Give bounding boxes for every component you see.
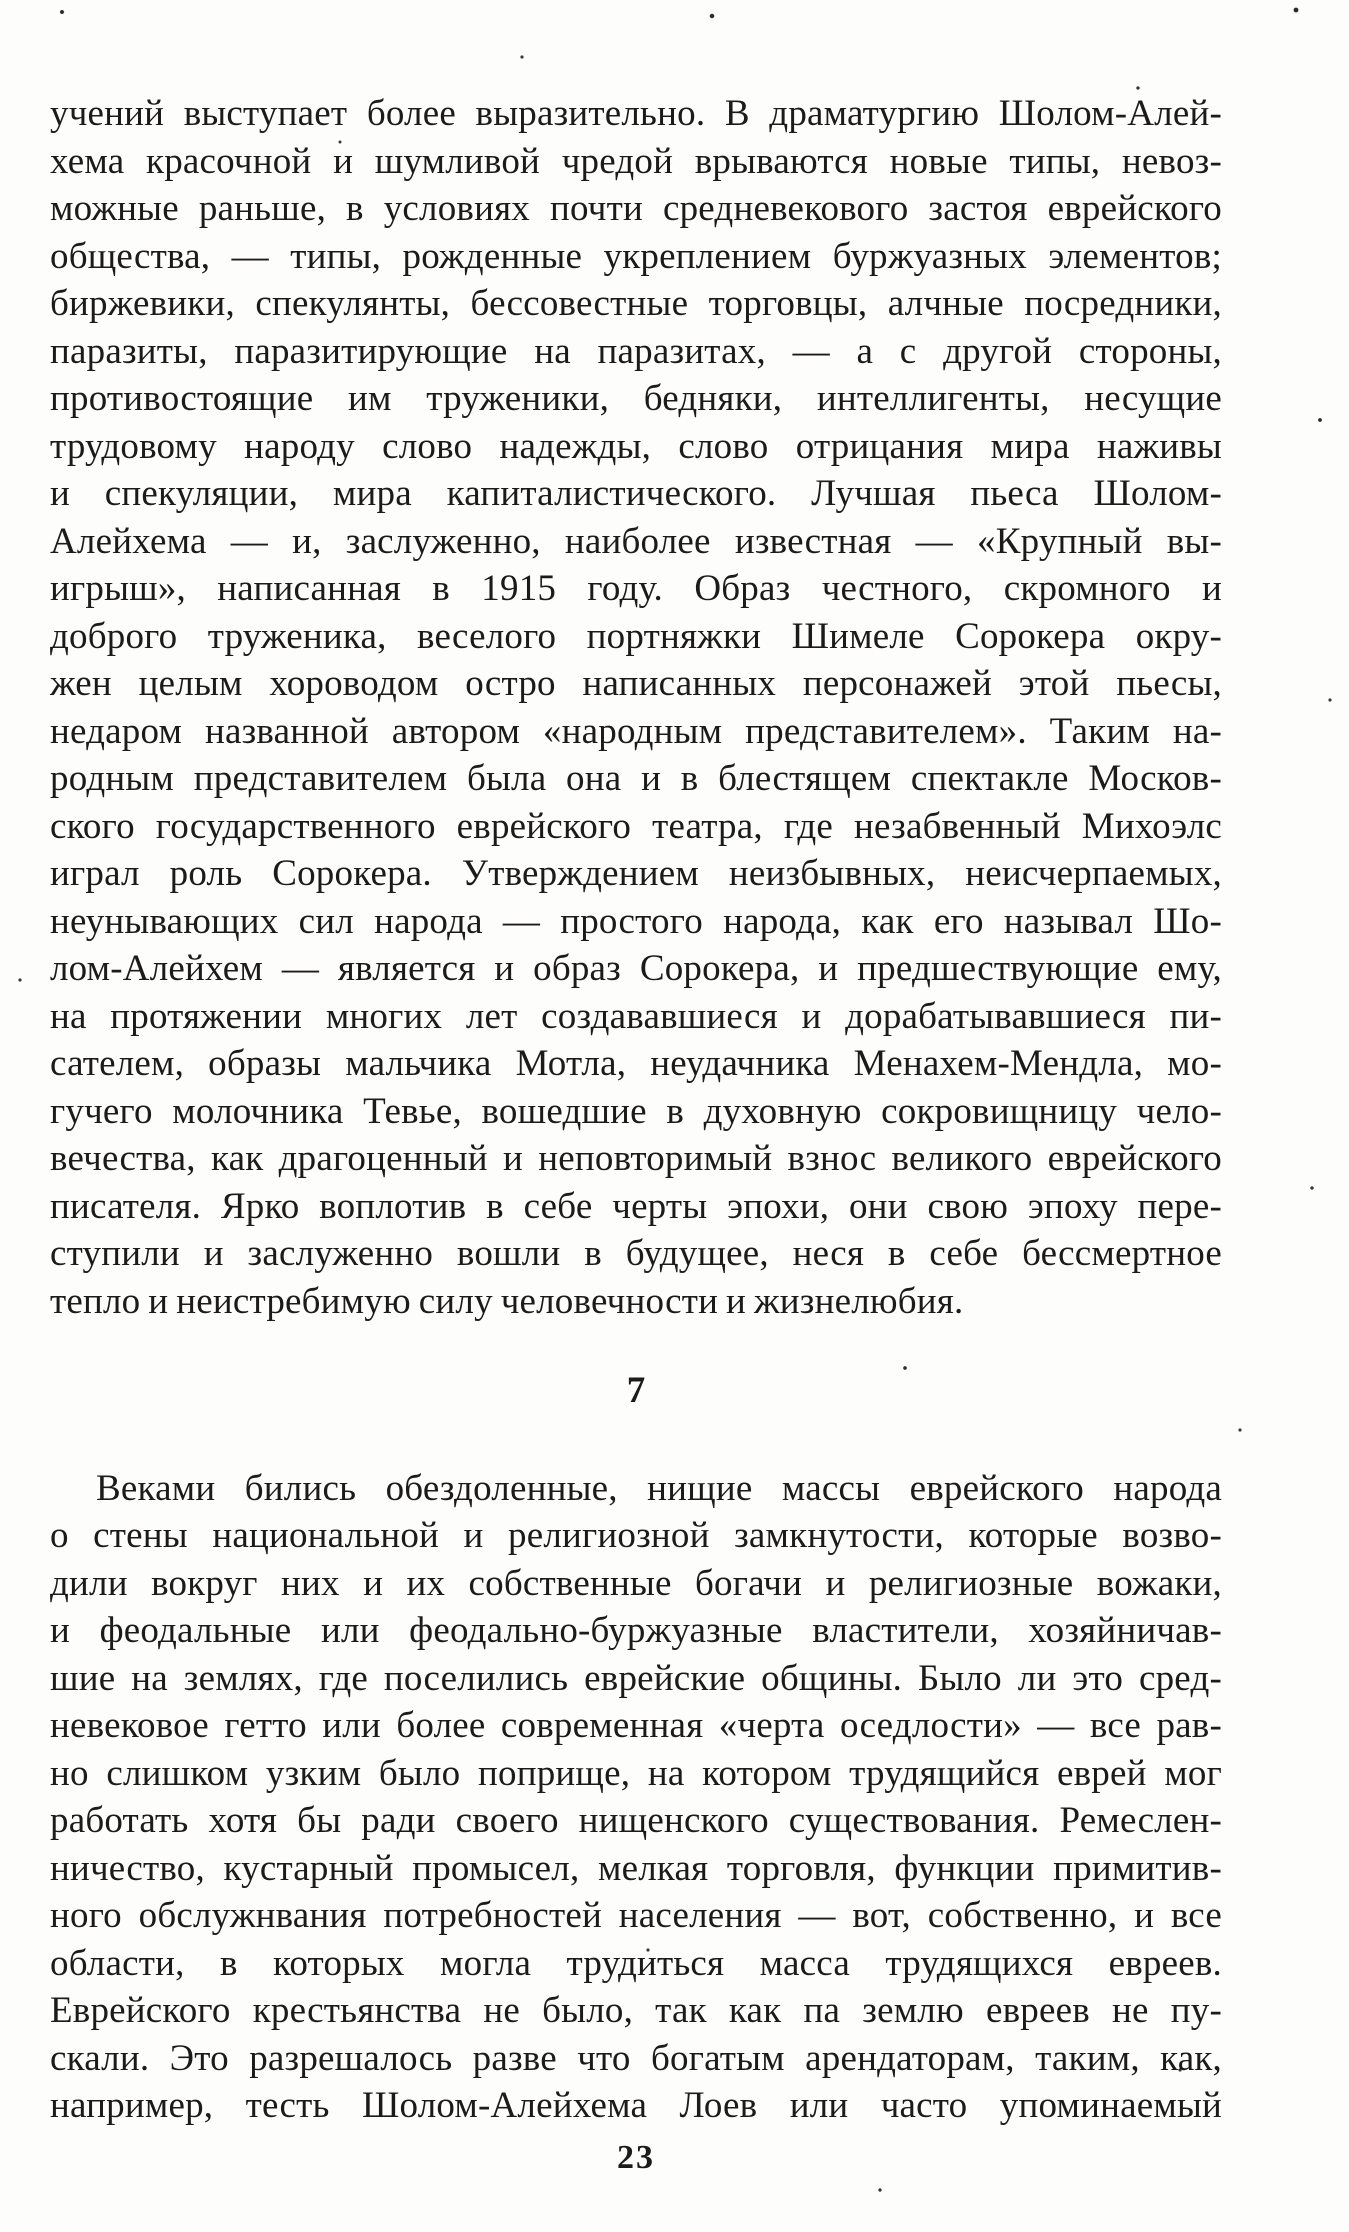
text-line: скали. Это разрешалось разве что богатым арендаторам, таким, как, bbox=[50, 2037, 1222, 2079]
text-line: лом-Алейхем — является и образ Сорокера, и предшествующие ему, bbox=[50, 948, 1222, 989]
text-line: тепло и неистребимую силу человечности и жизнелюбия. bbox=[50, 1280, 964, 1322]
text-line: общества, — типы, рожденные укреплением буржуазных элементов; bbox=[50, 235, 1222, 277]
text-line: и спекуляции, мира капиталистического. Лучшая пьеса Шолом- bbox=[50, 473, 1222, 514]
text-line: шие на землях, где поселились еврейские общины. Было ли это сред- bbox=[50, 1657, 1222, 1699]
text-line: работать хотя бы ради своего нищенского существования. Ремеслен- bbox=[50, 1800, 1222, 1841]
text-line: хема красочной и шумливой чредой врываются новые типы, невоз- bbox=[50, 140, 1222, 182]
text-line: Еврейского крестьянства не было, так как па землю евреев не пу- bbox=[50, 1990, 1222, 2031]
text-line: трудовому народу слово надежды, слово отрицания мира наживы bbox=[50, 425, 1222, 467]
text-line: писателя. Ярко воплотив в себе черты эпохи, они свою эпоху пере- bbox=[50, 1185, 1222, 1227]
text-line: на протяжении многих лет создававшиеся и дорабатывавшиеся пи- bbox=[50, 995, 1222, 1037]
text-line: паразиты, паразитирующие на паразитах, — а с другой стороны, bbox=[50, 330, 1222, 372]
section-number: 7 bbox=[626, 1370, 646, 1411]
text-line: жен целым хороводом остро написанных персонажей этой пьесы, bbox=[50, 663, 1222, 704]
text-line: играл роль Сорокера. Утверждением неизбывных, неисчерпаемых, bbox=[50, 853, 1222, 894]
text-line: гучего молочника Тевье, вошедшие в духовную сокровищницу чело- bbox=[50, 1090, 1222, 1132]
text-line: Веками бились обездоленные, нищие массы еврейского народа bbox=[96, 1467, 1222, 1509]
text-line: о стены национальной и религиозной замкнутости, которые возво- bbox=[50, 1515, 1222, 1556]
text-line: например, тесть Шолом-Алейхема Лоев или часто упоминаемый bbox=[50, 2085, 1222, 2126]
text-line: и феодальные или феодально-буржуазные властители, хозяйничав- bbox=[50, 1610, 1222, 1651]
text-line: ничество, кустарный промысел, мелкая торговля, функции примитив- bbox=[50, 1847, 1222, 1889]
text-line: ступили и заслуженно вошли в будущее, неся в себе бессмертное bbox=[50, 1233, 1222, 1274]
text-line: родным представителем была она и в блестящем спектакле Москов- bbox=[50, 758, 1222, 799]
text-line: ского государственного еврейского театра, где незабвенный Михоэлс bbox=[50, 805, 1222, 847]
text-line: невековое гетто или более современная «черта оседлости» — все рав- bbox=[50, 1705, 1222, 1746]
text-line: Алейхема — и, заслуженно, наиболее известная — «Крупный вы- bbox=[50, 520, 1222, 562]
text-line: вечества, как драгоценный и неповторимый взнос великого еврейского bbox=[50, 1138, 1222, 1179]
text-line: сателем, образы мальчика Мотла, неудачника Менахем-Мендла, мо- bbox=[50, 1043, 1222, 1084]
text-line: игрыш», написанная в 1915 году. Образ честного, скромного и bbox=[50, 568, 1222, 609]
text-line: области, в которых могла трудиться масса трудящихся евреев. bbox=[50, 1942, 1222, 1984]
text-line: доброго труженика, веселого портняжки Шимеле Сорокера окру- bbox=[50, 615, 1222, 657]
section-paragraph bbox=[50, 1465, 1222, 2130]
text-line: учений выступает более выразительно. В драматургию Шолом-Алей- bbox=[50, 93, 1222, 134]
paragraph-continuation bbox=[50, 90, 1222, 1325]
text-line: но слишком узким было поприще, на котором трудящийся еврей мог bbox=[50, 1752, 1222, 1794]
text-line: недаром названной автором «народным представителем». Таким на- bbox=[50, 710, 1222, 752]
text-line: дили вокруг них и их собственные богачи и религиозные вожаки, bbox=[50, 1562, 1222, 1604]
page-number: 23 bbox=[617, 2138, 655, 2176]
text-line: неунывающих сил народа — простого народа, как его называл Шо- bbox=[50, 900, 1222, 942]
text-line: противостоящие им труженики, бедняки, интеллигенты, несущие bbox=[50, 378, 1222, 419]
text-line: можные раньше, в условиях почти средневекового застоя еврейского bbox=[50, 188, 1222, 229]
text-line: биржевики, спекулянты, бессовестные торговцы, алчные посредники, bbox=[50, 283, 1222, 324]
text-line: ного обслужнвания потребностей населения — вот, собственно, и все bbox=[50, 1895, 1222, 1936]
